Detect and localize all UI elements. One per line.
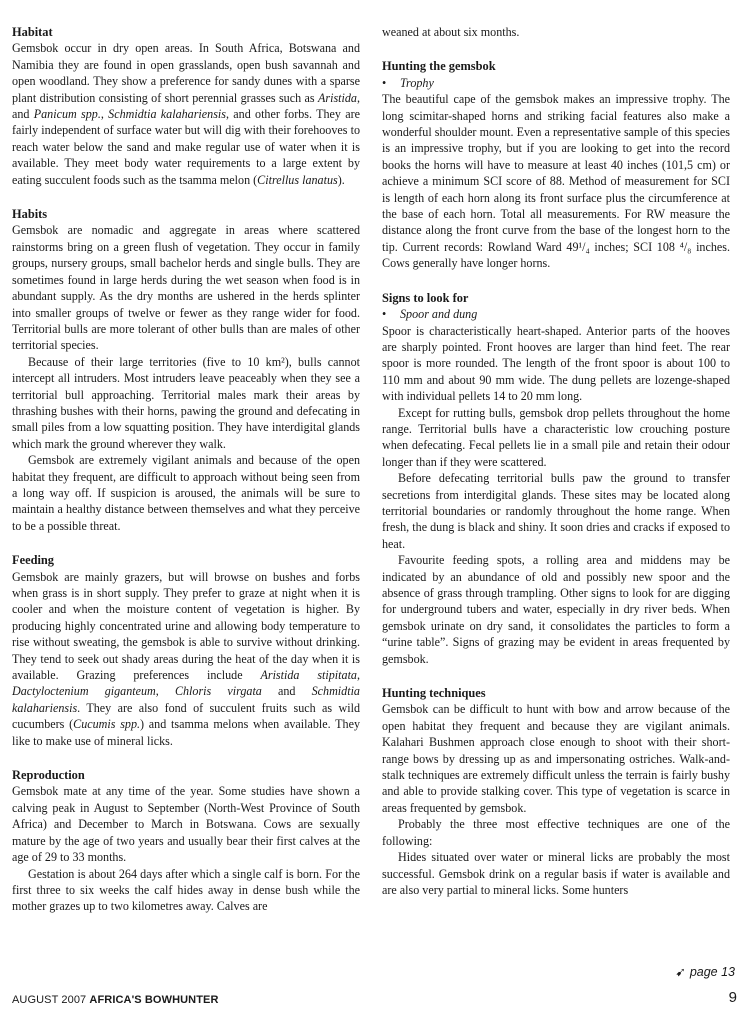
reproduction-paragraph-2: Gestation is about 264 days after which a single calf is born. For the first three to six weeks the calf hides away in dense bush while the mother grazes up to two kilometres away. Calves are (12, 866, 360, 914)
footer (12, 994, 219, 1006)
techniques-paragraph-2: Probably the three most effective techniques are one of the following: (382, 817, 730, 848)
signs-paragraph-1: Spoor is characteristically heart-shaped. Anterior parts of the hooves are sharply pointed. Front hooves are larger than hind feet. The rear spoor is more rounded. The length of the front spoor is about 100 to 110 mm and about 90 mm wide. The dung pellets are lozenge-shaped with individual pellets 14 to 20 mm long. (382, 323, 730, 404)
right-column (382, 24, 730, 898)
habits-heading: Habits (12, 207, 48, 222)
page-number: 9 (728, 989, 737, 1006)
reproduction-paragraph-1: Gemsbok mate at any time of the year. Some studies have shown a calving peak in August to September (North-West Province of South Africa) and December to March in Botswana. Cows are sexually mature by the age of two years and usually bear their first calves at the age of 29 to 33 months. (12, 784, 360, 865)
bullet-icon: • (382, 307, 387, 322)
spoor-bullet: • Spoor and dung (382, 307, 478, 322)
habitat-heading: Habitat (12, 25, 53, 39)
archer-arrow-icon: ➹ (675, 965, 686, 979)
hunting-heading: Hunting the gemsbok (382, 59, 496, 74)
techniques-paragraph-1: Gemsbok can be difficult to hunt with bow and arrow because of the open habitat they frequent and because they are vigilant animals. Kalahari Bushmen approach close enough to shoot with their short-range bows by dressing up as and impersonating ostriches. Walk-and-stalk techniques are extremely difficult unless the terrain is fairly bushy and able to provide stalking cover. This type of vegetation is scarce in areas frequented by gemsbok. (382, 702, 730, 815)
left-column (12, 24, 360, 915)
footer-date: AUGUST 2007 (12, 994, 87, 1006)
signs-paragraph-4: Favourite feeding spots, a rolling area and middens may be indicated by an abundance of old and possibly new spoor and the absence of grass through trampling. Other signs to look for are digging for underground tubers and water, especially in dry river beds. When gemsbok urinate on dry sand, it consolidates the particles to form a “urine table”. Signs of grazing may be evident in areas frequented by gemsbok. (382, 553, 730, 666)
trophy-paragraph: The beautiful cape of the gemsbok makes an impressive trophy. The long scimitar-shaped horns and striking facial features also make a wonderful shoulder mount. Even a representative sample of this species is an impressive trophy, but if you are looking to get into the record books the horns will have to measure at least 40 inches (101,5 cm) or achieve a minimum SCI score of 88. Method of measurement for SCI is length of each horn along its front surface plus the circumference at the base of each horn. Total all measurements. For RW measure the distance along the front curve from the base of the longest horn to the tip. Current records: Rowland Ward 49¹/₄ inches; SCI 108 ⁴/₈ inches. Cows generally have longer horns. (382, 92, 730, 271)
feeding-paragraph: Gemsbok are mainly grazers, but will browse on bushes and forbs when grass is in short supply. They prefer to graze at night when it is cooler and when the moisture content of vegetation is higher. By producing highly concentrated urine and allowing body temperature to rise without sweating, the gemsbok is able to survive without drinking. They tend to seek out shady areas during the heat of the day when it is available. Grazing preferences include Aristida stipitata, Dactyloctenium giganteum, Chloris virgata and Schmidtia kalahariensis. They are also fond of succulent fruits such as wild cucumbers (Cucumis spp.) and tsamma melons when available. They like to make use of mineral licks. (12, 569, 361, 748)
trophy-bullet: • Trophy (382, 75, 434, 90)
feeding-heading: Feeding (12, 553, 54, 568)
signs-paragraph-3: Before defecating territorial bulls paw the ground to transfer secretions from interdigital glands. These sites may be located along territorial boundaries or randomly throughout the home range. When fresh, the dung is black and shiny. It soon dries and cracks if exposed to heat. (382, 471, 730, 551)
signs-heading: Signs to look for (382, 290, 469, 305)
reproduction-continued: weaned at about six months. (382, 25, 520, 39)
techniques-paragraph-3: Hides situated over water or mineral licks are probably the most successful. Gemsbok drink on a regular basis if water is available and are also very partial to mineral licks. Some hunters (382, 850, 730, 897)
continued-on-page[interactable]: ➹ page 13 (675, 965, 735, 979)
habits-paragraph-1: Gemsbok are nomadic and aggregate in areas where scattered rainstorms bring on a green flush of vegetation. They occur in family groups, nursery groups, small bachelor herds and single bulls. They are sometimes found in large herds during the wet season when food is in abundant supply. As the dry months are ushered in the herds splinter into smaller groups of twelve or fewer as they range wider for food. Territorial bulls are more tolerant of other bulls than are males of other territorial species. (12, 223, 360, 353)
signs-paragraph-2: Except for rutting bulls, gemsbok drop pellets throughout the home range. Territorial bulls have a characteristic low crouching posture when defecating. Fecal pellets lie in a small pile and retain their odour longer than if they were scattered. (382, 405, 730, 469)
reproduction-heading: Reproduction (12, 768, 85, 783)
habits-paragraph-3: Gemsbok are extremely vigilant animals and because of the open habitat they frequent, are difficult to approach without being seen from a long way off. If suspicion is aroused, the animals will be sure to maintain a healthy distance between themselves and what they perceive to be a possible threat. (12, 453, 360, 533)
habits-paragraph-2: Because of their large territories (five to 10 km²), bulls cannot intercept all intruders. Most intruders leave peaceably when they see a territorial bull approaching. Territorial males mark their areas by thrashing bushes with their horns, pawing the ground and defecating in small piles from a low squatting position. They have interdigital glands which mark the ground wherever they walk. (12, 354, 360, 451)
bullet-icon: • (382, 75, 387, 90)
habitat-paragraph: Gemsbok occur in dry open areas. In South Africa, Botswana and Namibia they are found in open grasslands, open bush savannah and open woodland. They show a preference for sandy dunes with a sparse plant distribution consisting of short perennial grasses such as Aristida, and Panicum spp., Schmidtia kalahariensis, and other forbs. They are fairly independent of surface water but will dig with their forehooves to reach water below the sand and make regular use of water when it is available. They meet body water requirements to a large extent by eating succulent foods such as the tsamma melon (Citrellus lanatus). (12, 41, 360, 187)
footer-magazine: AFRICA'S BOWHUNTER (89, 994, 219, 1006)
techniques-heading: Hunting techniques (382, 686, 486, 701)
